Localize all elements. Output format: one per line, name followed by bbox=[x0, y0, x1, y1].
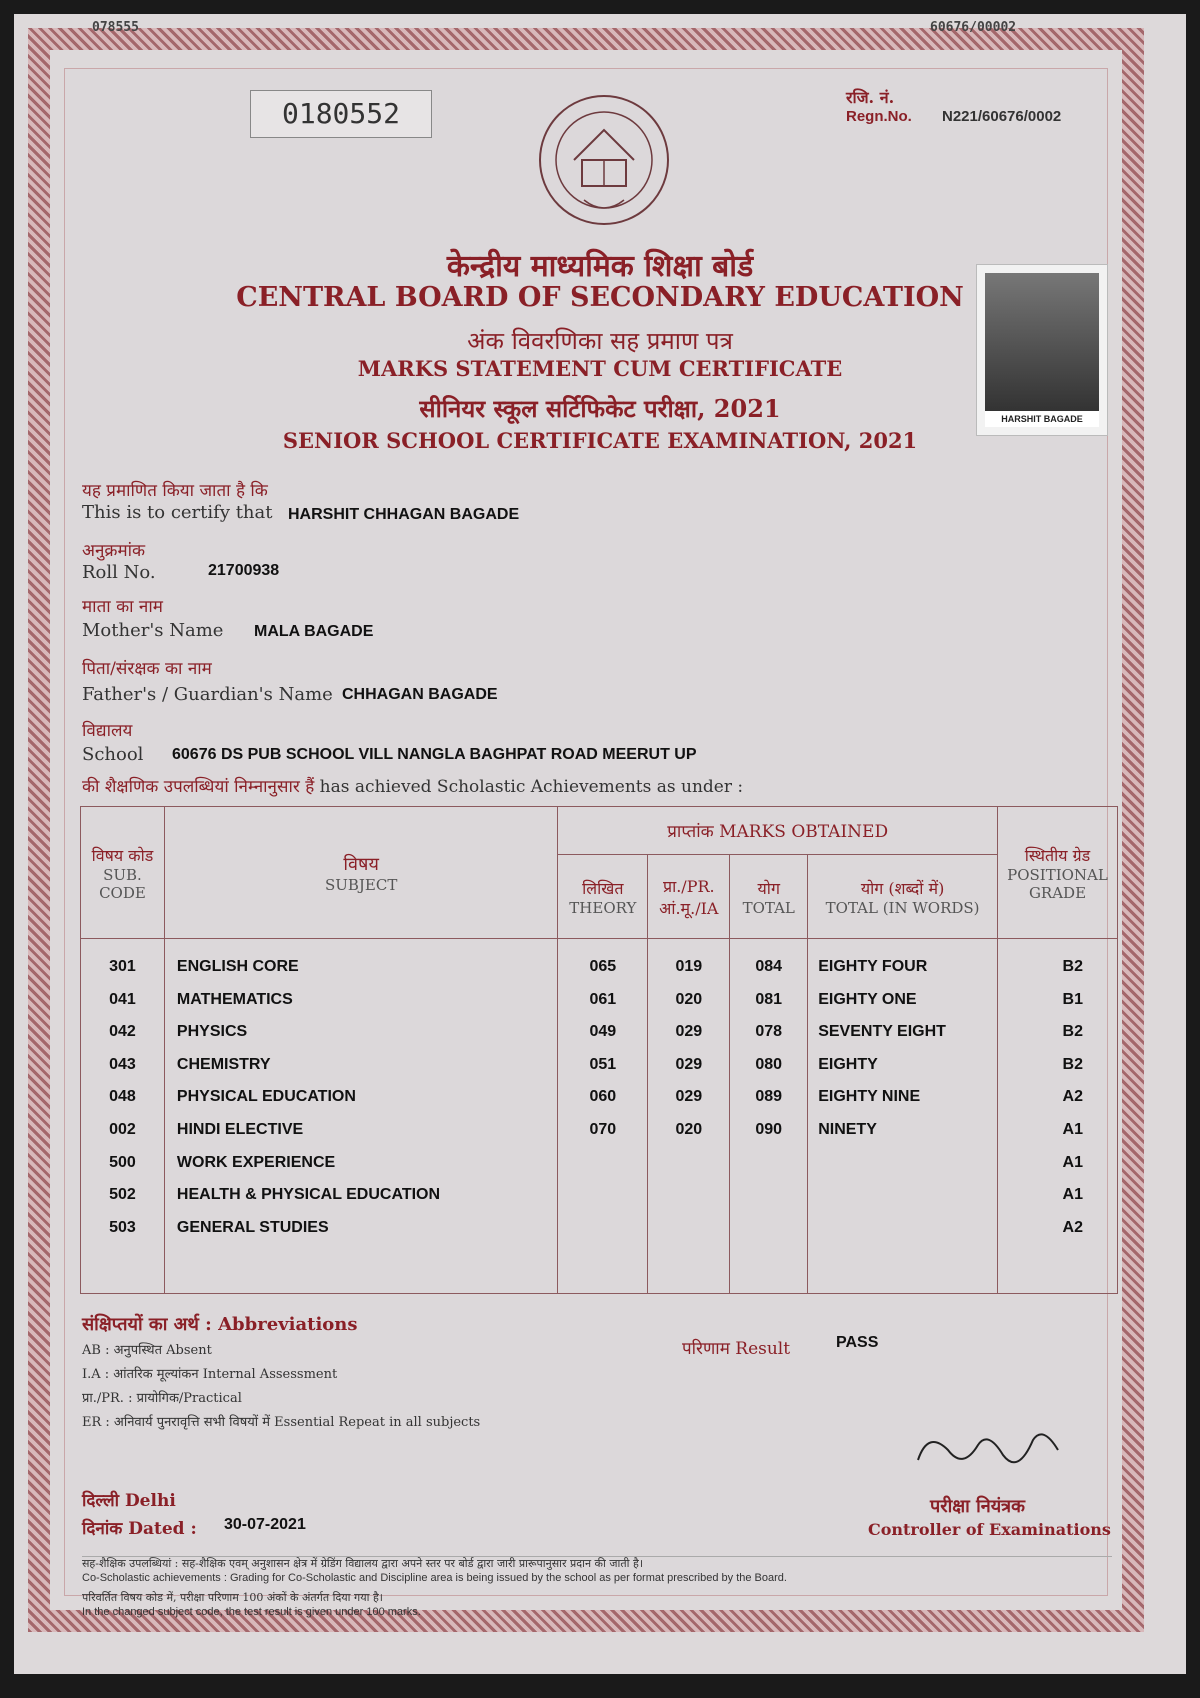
subject-name: WORK EXPERIENCE bbox=[176, 1153, 336, 1171]
theory-mark: 065 bbox=[589, 958, 617, 975]
practical-mark: 020 bbox=[675, 990, 703, 1008]
theory-mark: 070 bbox=[589, 1120, 617, 1138]
col-total bbox=[730, 855, 808, 939]
subject-en: SUBJECT bbox=[324, 875, 398, 894]
abbrev-title: संक्षिप्तयों का अर्थ : Abbreviations bbox=[82, 1314, 358, 1335]
roll-number: 21700938 bbox=[208, 562, 280, 579]
total-mark: 078 bbox=[755, 1023, 783, 1041]
sub-code: 041 bbox=[109, 990, 136, 1008]
abbrev-er: ER : अनिवार्य पुनरावृत्ति सभी विषयों में Essential Repeat in all subjects bbox=[82, 1415, 481, 1430]
result-label-text: परिणाम Result bbox=[682, 1339, 791, 1359]
achieved-en: has achieved Scholastic Achievements as under : bbox=[319, 777, 744, 797]
top-right-number: 60676/00002 bbox=[930, 20, 1017, 35]
grade: A2 bbox=[1062, 1088, 1083, 1106]
board-name-en: CENTRAL BOARD OF SECONDARY EDUCATION bbox=[236, 282, 964, 313]
grade: A1 bbox=[1062, 1120, 1083, 1138]
student-photo bbox=[976, 264, 1108, 436]
col-grade bbox=[997, 807, 1117, 939]
practical-mark: 020 bbox=[675, 1120, 703, 1138]
subject-name: HINDI ELECTIVE bbox=[176, 1120, 304, 1138]
subject-name: PHYSICS bbox=[176, 1023, 248, 1041]
total-mark: 084 bbox=[755, 958, 783, 975]
sub-code-en: SUB. CODE bbox=[99, 865, 146, 902]
col-marks-obtained: प्राप्तांक MARKS OBTAINED bbox=[558, 807, 998, 855]
subject-name: HEALTH & PHYSICAL EDUCATION bbox=[176, 1186, 441, 1204]
practical-mark: 029 bbox=[675, 1088, 703, 1106]
pr-line1: प्रा./PR. bbox=[662, 876, 715, 896]
achieved-line bbox=[82, 774, 743, 797]
note-coscholastic-en: Co-Scholastic achievements : Grading for Co-Scholastic and Discipline area is being issued by the school as per format prescribed by the Board. bbox=[82, 1572, 787, 1584]
practical-cell bbox=[648, 939, 730, 1294]
theory-cell bbox=[558, 939, 648, 1294]
grade: B1 bbox=[1062, 990, 1083, 1008]
subjects-cell bbox=[164, 939, 557, 1294]
note-changed-code-hi: परिवर्तित विषय कोड में, परीक्षा परिणाम 100 अंकों के अंतर्गत दिया गया है। bbox=[82, 1591, 383, 1604]
photo-caption: HARSHIT BAGADE bbox=[985, 411, 1099, 427]
mother-label-hi: माता का नाम bbox=[82, 597, 163, 617]
theory-mark: 049 bbox=[589, 1023, 617, 1041]
grade: B2 bbox=[1062, 958, 1083, 975]
subject-name: MATHEMATICS bbox=[176, 990, 293, 1008]
mother-label-en: Mother's Name bbox=[82, 620, 224, 641]
certify-label-hi: यह प्रमाणित किया जाता है कि bbox=[82, 481, 268, 501]
achieved-hi: की शैक्षणिक उपलब्धियां निम्नानुसार हैं bbox=[82, 777, 315, 797]
total-mark: 089 bbox=[755, 1088, 783, 1106]
col-total-words bbox=[808, 855, 998, 939]
theory-mark: 060 bbox=[589, 1088, 617, 1106]
total-in-words: SEVENTY EIGHT bbox=[818, 1023, 946, 1041]
practical-mark: 029 bbox=[675, 1023, 703, 1041]
sub-code: 002 bbox=[109, 1120, 136, 1138]
total-in-words: EIGHTY FOUR bbox=[818, 958, 928, 975]
grade-cell bbox=[997, 939, 1117, 1294]
cbse-seal-icon bbox=[524, 90, 684, 230]
grade: A2 bbox=[1062, 1218, 1083, 1236]
serial-number: 0180552 bbox=[250, 90, 432, 138]
sub-code: 048 bbox=[109, 1088, 136, 1106]
roll-label-hi: अनुक्रमांक bbox=[82, 541, 146, 561]
words-en: TOTAL (IN WORDS) bbox=[825, 898, 980, 917]
sub-code: 301 bbox=[109, 958, 136, 975]
total-cell bbox=[730, 939, 808, 1294]
theory-mark: 061 bbox=[589, 990, 617, 1008]
school-name: 60676 DS PUB SCHOOL VILL NANGLA BAGHPAT ROAD MEERUT UP bbox=[172, 746, 697, 763]
regn-number: N221/60676/0002 bbox=[942, 108, 1062, 125]
cert-type-hi: अंक विवरणिका सह प्रमाण पत्र bbox=[467, 327, 733, 355]
grade: B2 bbox=[1062, 1023, 1083, 1041]
col-practical bbox=[648, 855, 730, 939]
grade-hi: स्थितीय ग्रेड bbox=[1024, 845, 1091, 865]
grade: A1 bbox=[1062, 1153, 1083, 1171]
col-subject bbox=[164, 807, 557, 939]
sub-code: 503 bbox=[109, 1218, 136, 1236]
roll-label-en: Roll No. bbox=[82, 562, 156, 583]
father-label-en: Father's / Guardian's Name bbox=[82, 684, 333, 705]
photo-portrait bbox=[985, 273, 1099, 411]
regn-label-en: Regn.No. bbox=[846, 108, 912, 125]
controller-title-en: Controller of Examinations bbox=[868, 1520, 1111, 1539]
total-in-words: EIGHTY ONE bbox=[818, 990, 917, 1008]
marks-table bbox=[80, 806, 1118, 1294]
total-in-words: NINETY bbox=[818, 1120, 877, 1138]
note-changed-code-en: In the changed subject code, the test result is given under 100 marks. bbox=[82, 1606, 421, 1618]
theory-en: THEORY bbox=[569, 898, 637, 917]
controller-title-hi: परीक्षा नियंत्रक bbox=[930, 1496, 1025, 1517]
grade: A1 bbox=[1062, 1186, 1083, 1204]
student-name: HARSHIT CHHAGAN BAGADE bbox=[288, 506, 520, 523]
cert-type-en: MARKS STATEMENT CUM CERTIFICATE bbox=[357, 356, 843, 381]
total-mark: 080 bbox=[755, 1055, 783, 1073]
sub-code-hi: विषय कोड bbox=[91, 845, 154, 865]
practical-mark: 029 bbox=[675, 1055, 703, 1073]
grade-en: POSITIONAL GRADE bbox=[1007, 865, 1108, 902]
top-left-number: 078555 bbox=[92, 20, 139, 35]
total-in-words: EIGHTY NINE bbox=[818, 1088, 921, 1106]
school-label-en: School bbox=[82, 744, 144, 765]
total-mark: 090 bbox=[755, 1120, 783, 1138]
abbrev-ab: AB : अनुपस्थित Absent bbox=[82, 1343, 212, 1358]
dated-value: 30-07-2021 bbox=[224, 1516, 306, 1533]
sub-code: 500 bbox=[109, 1153, 136, 1171]
board-name-hi: केन्द्रीय माध्यमिक शिक्षा बोर्ड bbox=[446, 249, 754, 284]
codes-cell bbox=[81, 939, 165, 1294]
words-cell bbox=[808, 939, 998, 1294]
words-hi: योग (शब्दों में) bbox=[860, 878, 945, 898]
dated-label: दिनांक Dated : bbox=[82, 1519, 197, 1539]
father-label-hi: पिता/संरक्षक का नाम bbox=[82, 659, 212, 679]
total-in-words: EIGHTY bbox=[818, 1055, 878, 1073]
theory-mark: 051 bbox=[589, 1055, 617, 1073]
result-label bbox=[682, 1336, 790, 1359]
total-hi: योग bbox=[757, 878, 780, 898]
certify-label-en: This is to certify that bbox=[82, 502, 273, 523]
sub-code: 502 bbox=[109, 1186, 136, 1204]
subject-name: ENGLISH CORE bbox=[176, 958, 299, 975]
exam-name-hi: सीनियर स्कूल सर्टिफिकेट परीक्षा, 2021 bbox=[419, 394, 781, 423]
sub-code: 042 bbox=[109, 1023, 136, 1041]
subject-name: PHYSICAL EDUCATION bbox=[176, 1088, 356, 1106]
col-theory bbox=[558, 855, 648, 939]
regn-label-hi: रजि. नं. bbox=[846, 88, 895, 107]
subject-name: GENERAL STUDIES bbox=[176, 1218, 329, 1236]
col-sub-code bbox=[81, 807, 165, 939]
abbrev-ia: I.A : आंतरिक मूल्यांकन Internal Assessment bbox=[82, 1367, 338, 1382]
sub-code: 043 bbox=[109, 1055, 136, 1073]
result-value: PASS bbox=[836, 1334, 879, 1351]
total-en: TOTAL bbox=[742, 898, 795, 917]
grade: B2 bbox=[1062, 1055, 1083, 1073]
abbrev-pr: प्रा./PR. : प्रायोगिक/Practical bbox=[82, 1391, 242, 1406]
controller-signature bbox=[908, 1420, 1068, 1490]
theory-hi: लिखित bbox=[582, 878, 624, 898]
subject-hi: विषय bbox=[343, 853, 379, 875]
note-coscholastic-hi: सह-शैक्षिक उपलब्धियां : सह-शैक्षिक एवम् अनुशासन क्षेत्र में ग्रेडिंग विद्यालय द्वारा अपने स्तर पर बोर्ड द्वारा जारी प्रारूपानुसार प्रदान की जाती है। bbox=[82, 1557, 643, 1570]
pr-line2: आं.मू./IA bbox=[659, 898, 719, 918]
father-name: CHHAGAN BAGADE bbox=[342, 686, 498, 703]
total-mark: 081 bbox=[755, 990, 783, 1008]
place-label: दिल्ली Delhi bbox=[82, 1491, 176, 1511]
exam-name-en: SENIOR SCHOOL CERTIFICATE EXAMINATION, 2021 bbox=[282, 428, 918, 453]
mother-name: MALA BAGADE bbox=[254, 623, 374, 640]
subject-name: CHEMISTRY bbox=[176, 1055, 271, 1073]
practical-mark: 019 bbox=[675, 958, 703, 975]
school-label-hi: विद्यालय bbox=[82, 721, 133, 741]
